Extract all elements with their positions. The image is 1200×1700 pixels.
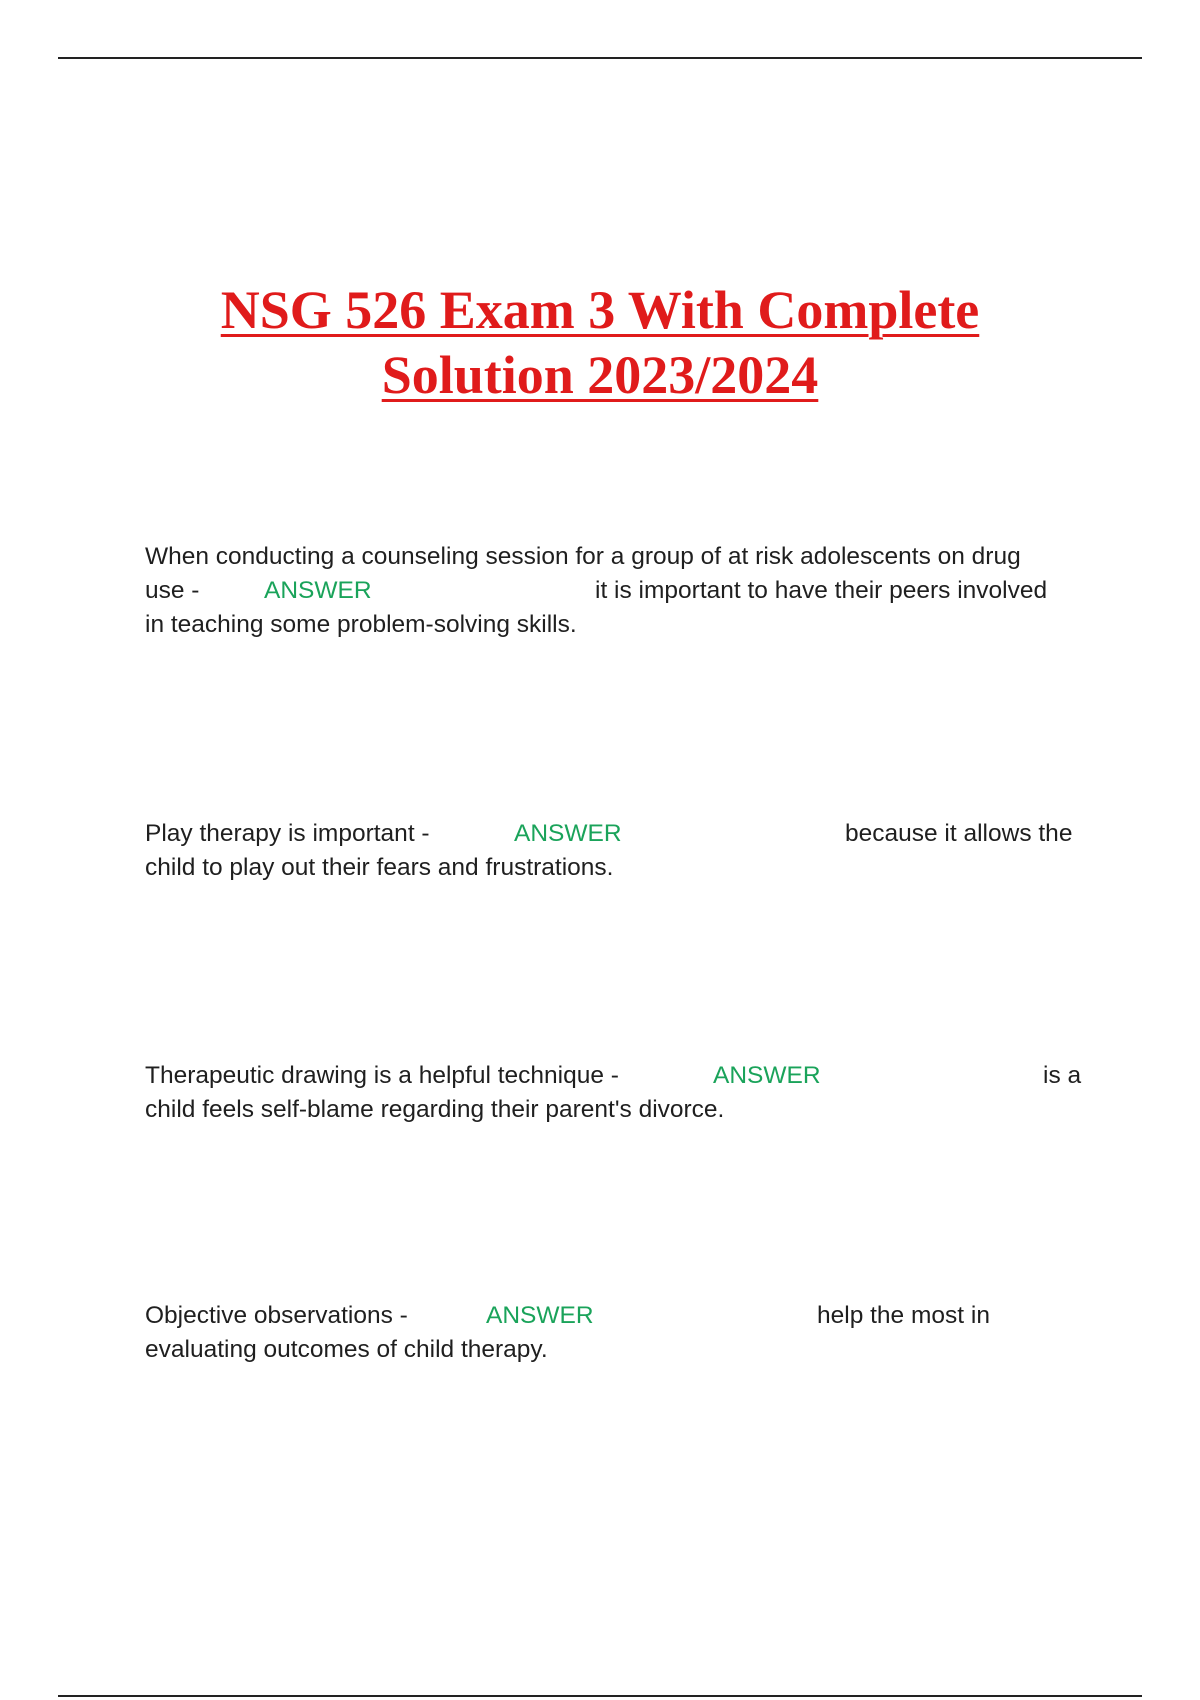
qa-line bbox=[145, 1059, 1090, 1093]
header-rule bbox=[58, 57, 1142, 59]
qa-line bbox=[145, 851, 1090, 885]
qa-line bbox=[145, 1093, 1090, 1127]
qa-line bbox=[145, 574, 1090, 608]
qa-line bbox=[145, 1333, 1090, 1367]
qa-line bbox=[145, 540, 1090, 574]
title-line-1: NSG 526 Exam 3 With Complete bbox=[220, 280, 980, 340]
qa-item bbox=[145, 540, 1090, 642]
answer-label: ANSWER bbox=[514, 820, 622, 847]
qa-line bbox=[145, 817, 1090, 851]
answer-text: help the most in bbox=[817, 1302, 990, 1329]
question-text: When conducting a counseling session for a group of at risk adolescents on drug bbox=[145, 543, 1021, 570]
footer-rule bbox=[58, 1695, 1142, 1697]
answer-text: in teaching some problem-solving skills. bbox=[145, 611, 577, 638]
question-text: Therapeutic drawing is a helpful technique - bbox=[145, 1062, 619, 1089]
document-title bbox=[0, 278, 1200, 408]
answer-text: child feels self-blame regarding their parent's divorce. bbox=[145, 1096, 725, 1123]
question-text: Objective observations - bbox=[145, 1302, 408, 1329]
answer-label: ANSWER bbox=[713, 1062, 821, 1089]
question-text: use - bbox=[145, 577, 200, 604]
qa-item bbox=[145, 1299, 1090, 1367]
answer-text: child to play out their fears and frustrations. bbox=[145, 854, 614, 881]
qa-line bbox=[145, 1299, 1090, 1333]
qa-item bbox=[145, 1059, 1090, 1127]
answer-text: is a bbox=[1043, 1062, 1082, 1089]
question-text: Play therapy is important - bbox=[145, 820, 430, 847]
answer-label: ANSWER bbox=[264, 577, 372, 604]
qa-line bbox=[145, 608, 1090, 642]
qa-item bbox=[145, 817, 1090, 885]
answer-text: evaluating outcomes of child therapy. bbox=[145, 1336, 548, 1363]
answer-text: because it allows the bbox=[845, 820, 1073, 847]
answer-label: ANSWER bbox=[486, 1302, 594, 1329]
answer-text: it is important to have their peers involved bbox=[595, 577, 1048, 604]
title-line-2: Solution 2023/2024 bbox=[381, 345, 819, 405]
